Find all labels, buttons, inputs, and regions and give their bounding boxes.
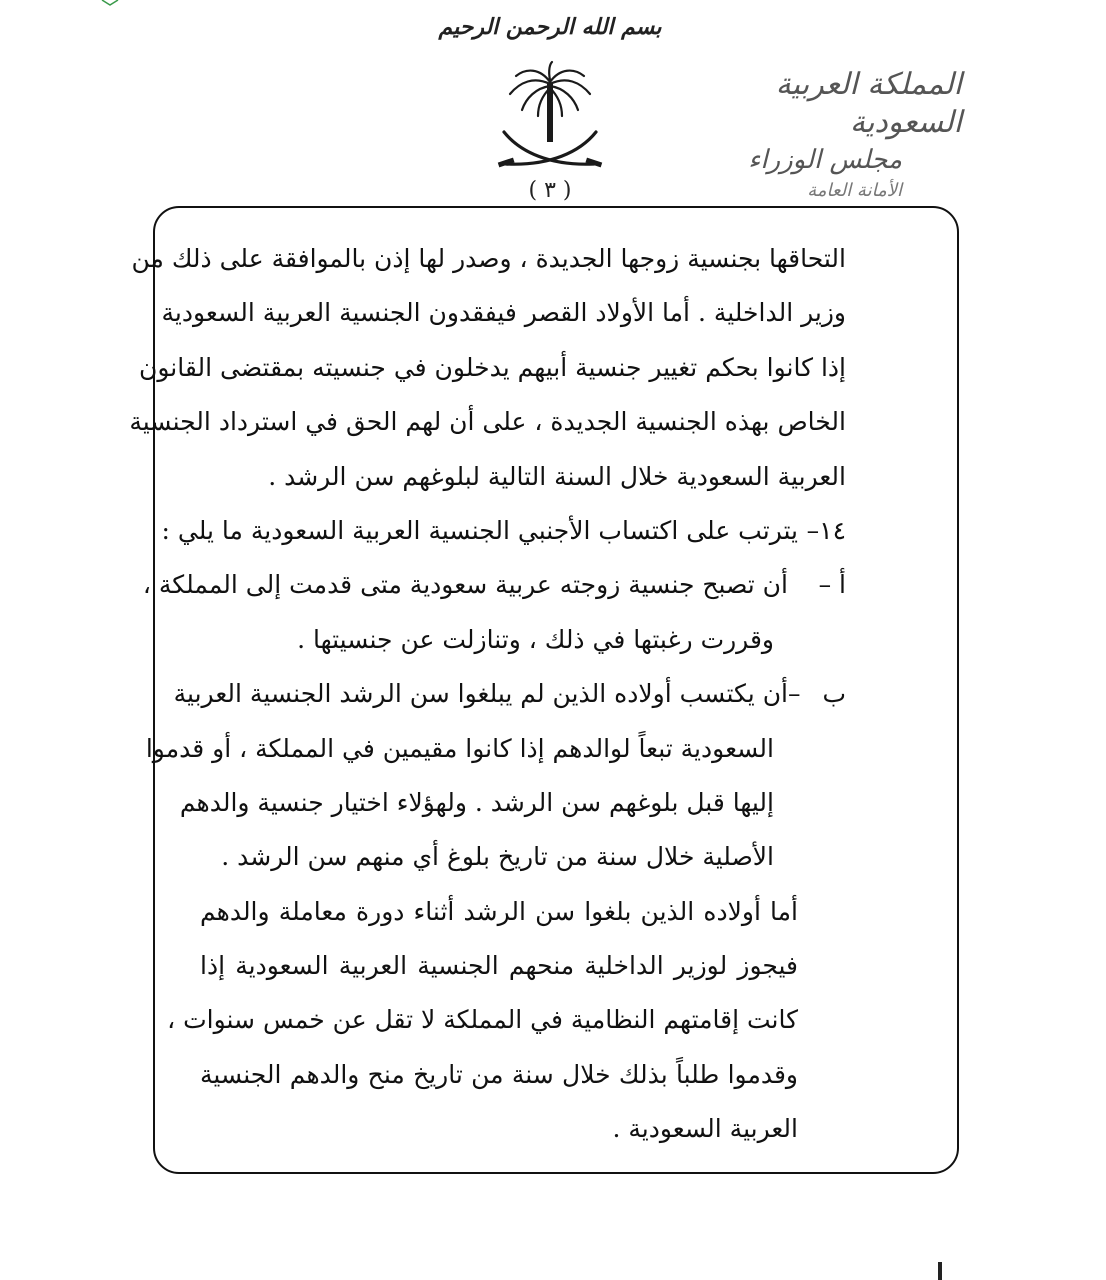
item-b-label: ب – [788,679,846,709]
letterhead [700,66,962,204]
item-b-line [173,667,846,721]
item-b-line: السعودية تبعاً لوالدهم إذا كانوا مقيمين في المملكة ، أو قدموا [145,733,774,763]
basmala: بسم الله الرحمن الرحيم [438,14,662,40]
corner-mark-icon [100,0,120,6]
final-paragraph-line: وقدموا طلباً بذلك خلال سنة من تاريخ منح والدهم الجنسية [200,1059,798,1089]
body-line: العربية السعودية خلال السنة التالية لبلوغهم سن الرشد . [268,461,846,491]
item-a-label: أ – [818,570,846,600]
item-b-text: أن يكتسب أولاده الذين لم يبلغوا سن الرشد الجنسية العربية [173,679,788,709]
final-paragraph-line: فيجوز لوزير الداخلية منحهم الجنسية العربية السعودية إذا [200,951,798,981]
body-line: الخاص بهذه الجنسية الجديدة ، على أن لهم الحق في استرداد الجنسية [129,407,846,437]
document-body [129,232,846,1157]
article-14-intro [161,504,846,558]
letterhead-secretariat: الأمانة العامة [807,180,902,201]
item-b-line: الأصلية خلال سنة من تاريخ بلوغ أي منهم سن الرشد . [221,842,774,872]
item-a-line: وقررت رغبتها في ذلك ، وتنازلت عن جنسيتها . [297,624,774,654]
item-a-line [142,558,846,612]
article-number: ١٤– [806,515,846,545]
page-number: ( ٣ ) [528,178,572,203]
letterhead-kingdom: المملكة العربية السعودية [775,67,962,140]
footer-mark [938,1262,942,1280]
body-line: التحاقها بجنسية زوجها الجديدة ، وصدر لها إذن بالموافقة على ذلك من [131,244,846,273]
item-b-line: إليها قبل بلوغهم سن الرشد . ولهؤلاء اختيار جنسية والدهم [179,787,774,817]
body-line: إذا كانوا بحكم تغيير جنسية أبيهم يدخلون في جنسيته بمقتضى القانون [139,352,846,382]
final-paragraph-line: كانت إقامتهم النظامية في المملكة لا تقل عن خمس سنوات ، [167,1005,798,1035]
body-line: وزير الداخلية . أما الأولاد القصر فيفقدون الجنسية العربية السعودية [161,298,846,328]
final-paragraph-line: أما أولاده الذين بلغوا سن الرشد أثناء دورة معاملة والدهم [200,896,798,926]
final-paragraph-line: العربية السعودية . [612,1114,798,1144]
article-intro-text: يترتب على اكتساب الأجنبي الجنسية العربية السعودية ما يلي : [161,515,798,545]
item-a-text: أن تصبح جنسية زوجته عربية سعودية متى قدمت إلى المملكة ، [142,570,788,600]
letterhead-council: مجلس الوزراء [748,145,902,175]
